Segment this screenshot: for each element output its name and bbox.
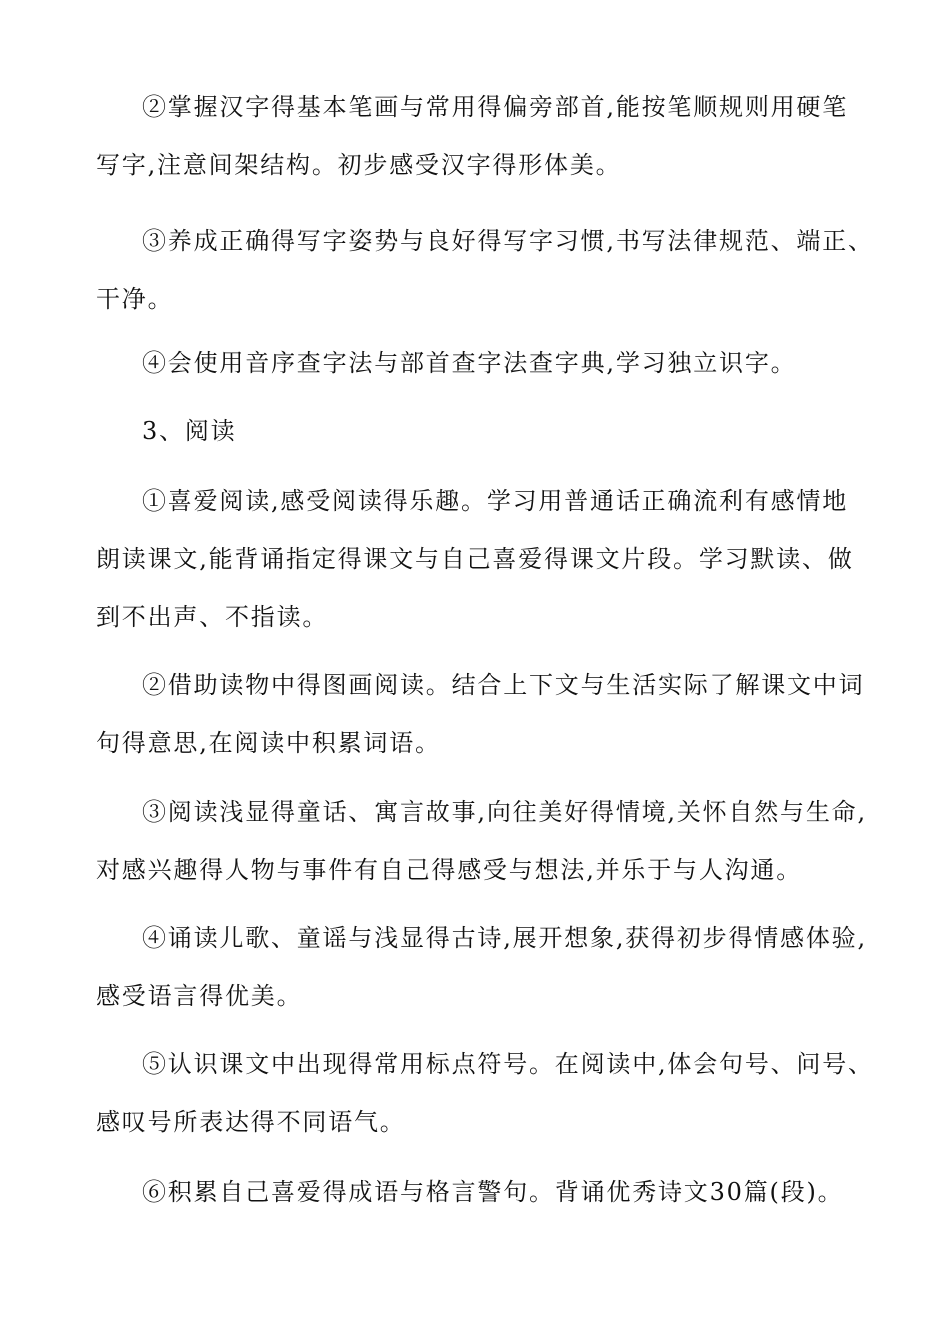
paragraph-punctuation [96,1035,874,1151]
paragraph-line: 对感兴趣得人物与事件有自己得感受与想法,并乐于与人沟通。 [96,856,803,884]
paragraph-picture-reading [96,656,866,772]
paragraph-line: ⑤认识课文中出现得常用标点符号。在阅读中,体会句号、问号、 [142,1050,874,1078]
paragraph-line: 句得意思,在阅读中积累词语。 [96,729,441,757]
paragraph-line: 写字,注意间架结构。初步感受汉字得形体美。 [96,151,622,179]
paragraph-line: ⑥积累自己喜爱得成语与格言警句。背诵优秀诗文30篇(段)。 [142,1178,844,1206]
paragraph-line: 干净。 [96,285,174,313]
paragraph-nursery-rhymes [96,909,866,1025]
paragraph-line: ②借助读物中得图画阅读。结合上下文与生活实际了解课文中词 [142,671,865,699]
paragraph-writing-strokes [96,78,866,194]
paragraph-reading-interest [96,472,866,646]
paragraph-line: 感受语言得优美。 [96,982,303,1010]
paragraph-line: ④诵读儿歌、童谣与浅显得古诗,展开想象,获得初步得情感体验, [142,924,867,952]
paragraph-dictionary-lookup [96,334,866,392]
paragraph-line: 朗读课文,能背诵指定得课文与自己喜爱得课文片段。学习默读、做 [96,545,854,573]
paragraph-writing-posture [96,212,874,328]
paragraph-line: ④会使用音序查字法与部首查字法查字典,学习独立识字。 [142,349,797,377]
paragraph-fairy-tales [96,783,866,899]
paragraph-line: ①喜爱阅读,感受阅读得乐趣。学习用普通话正确流利有感情地 [142,487,849,515]
section-heading-reading [96,402,866,460]
paragraph-line: ③养成正确得写字姿势与良好得写字习惯,书写法律规范、端正、 [142,227,874,255]
paragraph-line: ②掌握汉字得基本笔画与常用得偏旁部首,能按笔顺规则用硬笔 [142,93,849,121]
paragraph-idioms-poems [96,1163,866,1221]
paragraph-line: ③阅读浅显得童话、寓言故事,向往美好得情境,关怀自然与生命, [142,798,867,826]
paragraph-line: 到不出声、不指读。 [96,603,329,631]
section-heading: 3、阅读 [142,417,237,445]
paragraph-line: 感叹号所表达得不同语气。 [96,1108,406,1136]
